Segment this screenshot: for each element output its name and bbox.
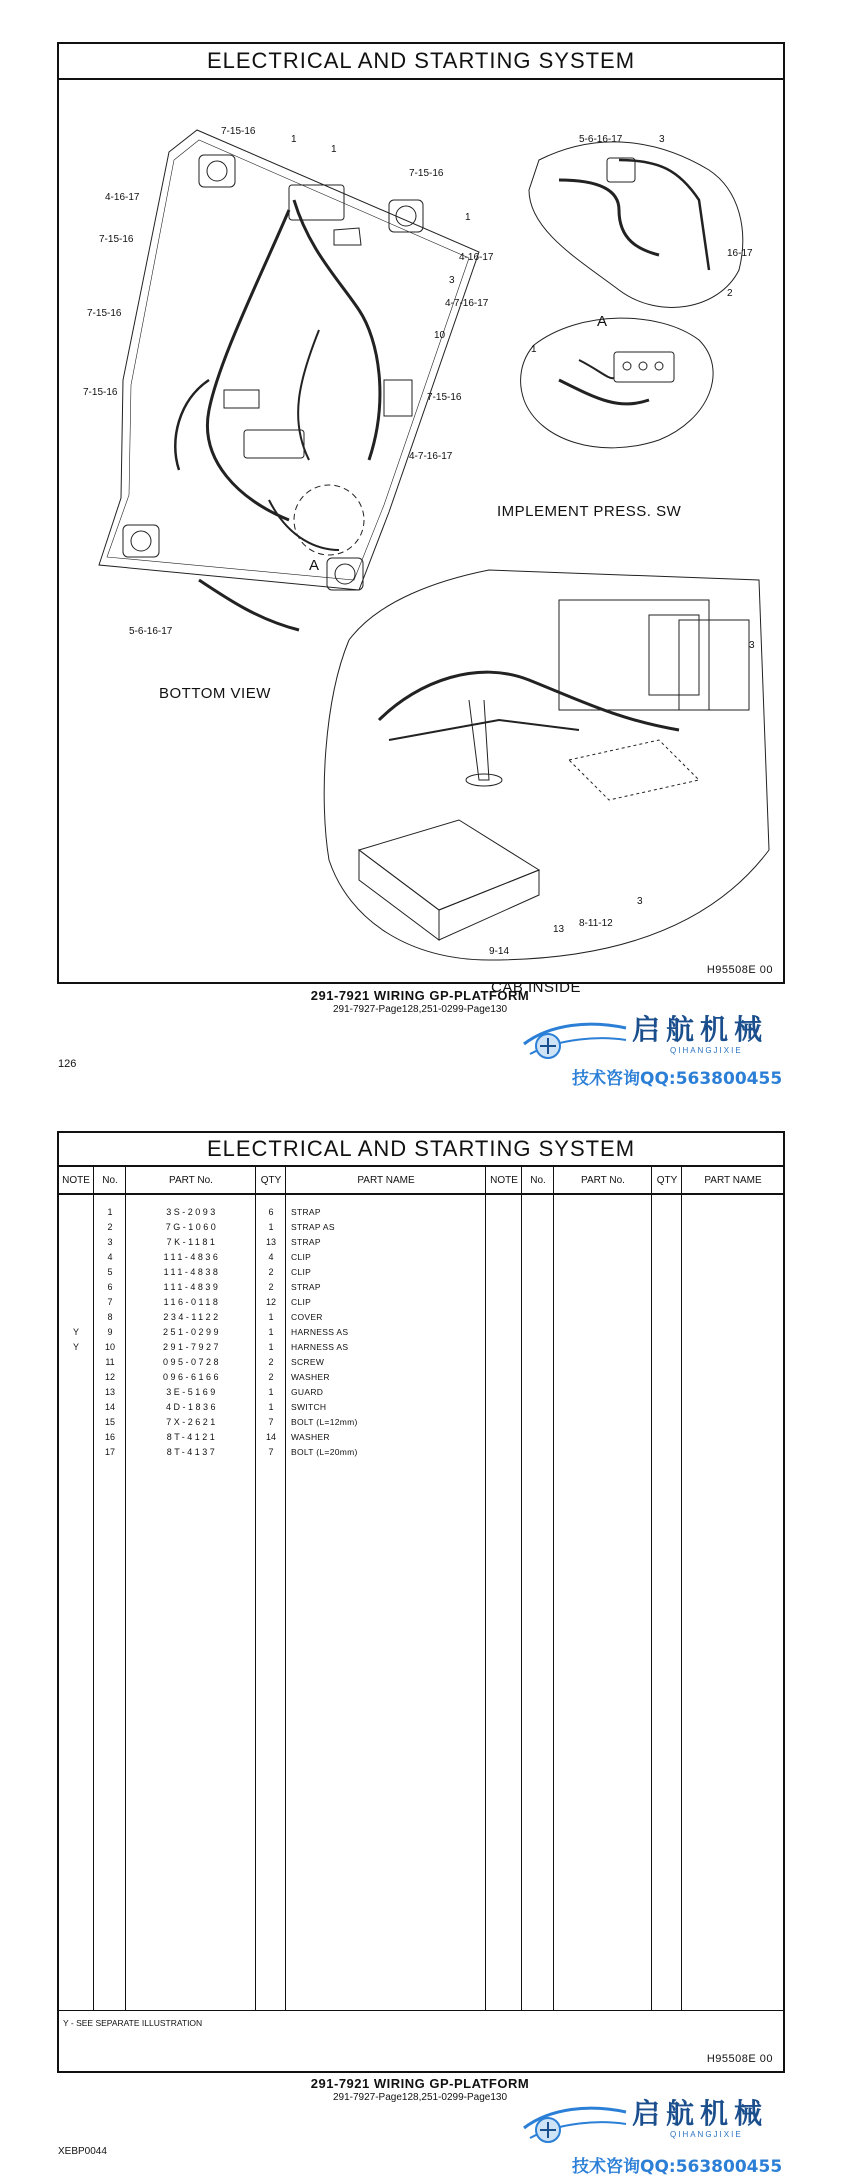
- table-row: 17 8T-4137 7 BOLT (L=20mm): [104, 1447, 358, 1457]
- table-row: Y 9 251-0299 1 HARNESS AS: [72, 1327, 349, 1337]
- callout-label: 7-15-16: [409, 168, 444, 179]
- watermark: [520, 1008, 850, 1098]
- watermark: [520, 2092, 850, 2182]
- callout-label: 7-15-16: [83, 387, 118, 398]
- callout-label: 1: [465, 212, 471, 223]
- table-row: 1 3S-2093 6 STRAP: [107, 1207, 321, 1217]
- ship-logo-icon: [520, 1014, 630, 1070]
- callout-label: 8-11-12: [579, 918, 613, 929]
- figure-id: H95508E 00: [706, 964, 773, 976]
- figure-caption: 291-7921 WIRING GP-PLATFORM: [310, 2076, 530, 2091]
- header-note-right: NOTE: [490, 1175, 518, 1186]
- watermark-name: 启航机械: [632, 2097, 769, 2130]
- callout-label: 1: [331, 144, 337, 155]
- watermark-name: 启航机械: [632, 1013, 769, 1046]
- callout-label: 4-7-16-17: [445, 298, 489, 309]
- header-part-no: PART No.: [169, 1175, 213, 1186]
- callout-label: 3: [449, 275, 455, 286]
- callout-label: 7-15-16: [427, 392, 462, 403]
- table-row: 5 111-4838 2 CLIP: [107, 1267, 312, 1277]
- figure-id: H95508E 00: [706, 2053, 773, 2065]
- callout-label: 10: [434, 330, 446, 341]
- page-title: ELECTRICAL AND STARTING SYSTEM: [59, 44, 783, 80]
- figure-subcaption: 291-7927-Page128,251-0299-Page130: [332, 2092, 508, 2103]
- callout-label: 13: [553, 924, 565, 935]
- callout-label: 4-16-17: [459, 252, 494, 263]
- header-part-name-right: PART NAME: [704, 1175, 762, 1186]
- callout-label: 1: [291, 134, 297, 145]
- callout-label: 3: [659, 134, 665, 145]
- table-row: Y 10 291-7927 1 HARNESS AS: [72, 1342, 349, 1352]
- callout-label: 5-6-16-17: [579, 134, 623, 145]
- parts-list-frame: [57, 1131, 785, 2073]
- detail-a-marker: A: [309, 557, 320, 574]
- parts-table-header: [59, 1167, 783, 1195]
- header-note: NOTE: [62, 1175, 90, 1186]
- figure-subcaption: 291-7927-Page128,251-0299-Page130: [332, 1004, 508, 1015]
- ship-logo-icon: [520, 2098, 630, 2154]
- callout-label: 7-15-16: [99, 234, 134, 245]
- watermark-pinyin: QIHANGJIXIE: [670, 1046, 743, 1055]
- table-row: 11 095-0728 2 SCREW: [105, 1357, 325, 1367]
- callout-label: 4-16-17: [105, 192, 140, 203]
- callout-label: 3: [637, 896, 643, 907]
- callout-label: 16-17: [727, 248, 753, 259]
- implement-press-sw-label: IMPLEMENT PRESS. SW: [497, 503, 682, 520]
- table-row: 6 111-4839 2 STRAP: [107, 1282, 321, 1292]
- table-bottom-rule: [59, 2010, 783, 2011]
- table-row: 16 8T-4121 14 WASHER: [104, 1432, 330, 1442]
- detail-a-label: A: [597, 313, 608, 330]
- table-row: 4 111-4836 4 CLIP: [107, 1252, 312, 1262]
- table-footnote: Y - SEE SEPARATE ILLUSTRATION: [63, 2018, 203, 2028]
- bottom-view-label: BOTTOM VIEW: [159, 685, 271, 702]
- callout-label: 2: [727, 288, 733, 299]
- callout-label: 7-15-16: [87, 308, 122, 319]
- header-qty-right: QTY: [656, 1175, 678, 1186]
- table-row: 2 7G-1060 1 STRAP AS: [107, 1222, 335, 1232]
- table-row: 15 7X-2621 7 BOLT (L=12mm): [104, 1417, 358, 1427]
- figure-caption: 291-7921 WIRING GP-PLATFORM: [310, 988, 530, 1003]
- header-part-name: PART NAME: [357, 1175, 415, 1186]
- document-code: XEBP0044: [58, 2146, 107, 2157]
- callout-label: 9-14: [489, 946, 510, 957]
- header-qty: QTY: [260, 1175, 282, 1186]
- callout-label: 4-7-16-17: [409, 451, 453, 462]
- table-row: 3 7K-1181 13 STRAP: [107, 1237, 321, 1247]
- table-row: 12 096-6166 2 WASHER: [104, 1372, 330, 1382]
- table-row: 13 3E-5169 1 GUARD: [104, 1387, 324, 1397]
- header-part-no-right: PART No.: [581, 1175, 625, 1186]
- header-no-right: No.: [530, 1175, 546, 1186]
- page-number: 126: [58, 1058, 77, 1070]
- parts-list-title: ELECTRICAL AND STARTING SYSTEM: [59, 1133, 783, 1167]
- watermark-contact: 技术咨询QQ:563800455: [572, 1069, 783, 1089]
- callout-label: 1: [531, 344, 537, 355]
- callout-label: 3: [749, 640, 755, 651]
- callout-label: 5-6-16-17: [129, 626, 173, 637]
- header-no: No.: [102, 1175, 118, 1186]
- watermark-contact: 技术咨询QQ:563800455: [572, 2157, 783, 2177]
- cab-inside-label: CAB INSIDE: [491, 979, 582, 996]
- table-row: 14 4D-1836 1 SWITCH: [104, 1402, 327, 1412]
- table-row: 7 116-0118 12 CLIP: [107, 1297, 312, 1307]
- callout-label: 7-15-16: [221, 126, 256, 137]
- watermark-pinyin: QIHANGJIXIE: [670, 2130, 743, 2139]
- table-row: 8 234-1122 1 COVER: [107, 1312, 323, 1322]
